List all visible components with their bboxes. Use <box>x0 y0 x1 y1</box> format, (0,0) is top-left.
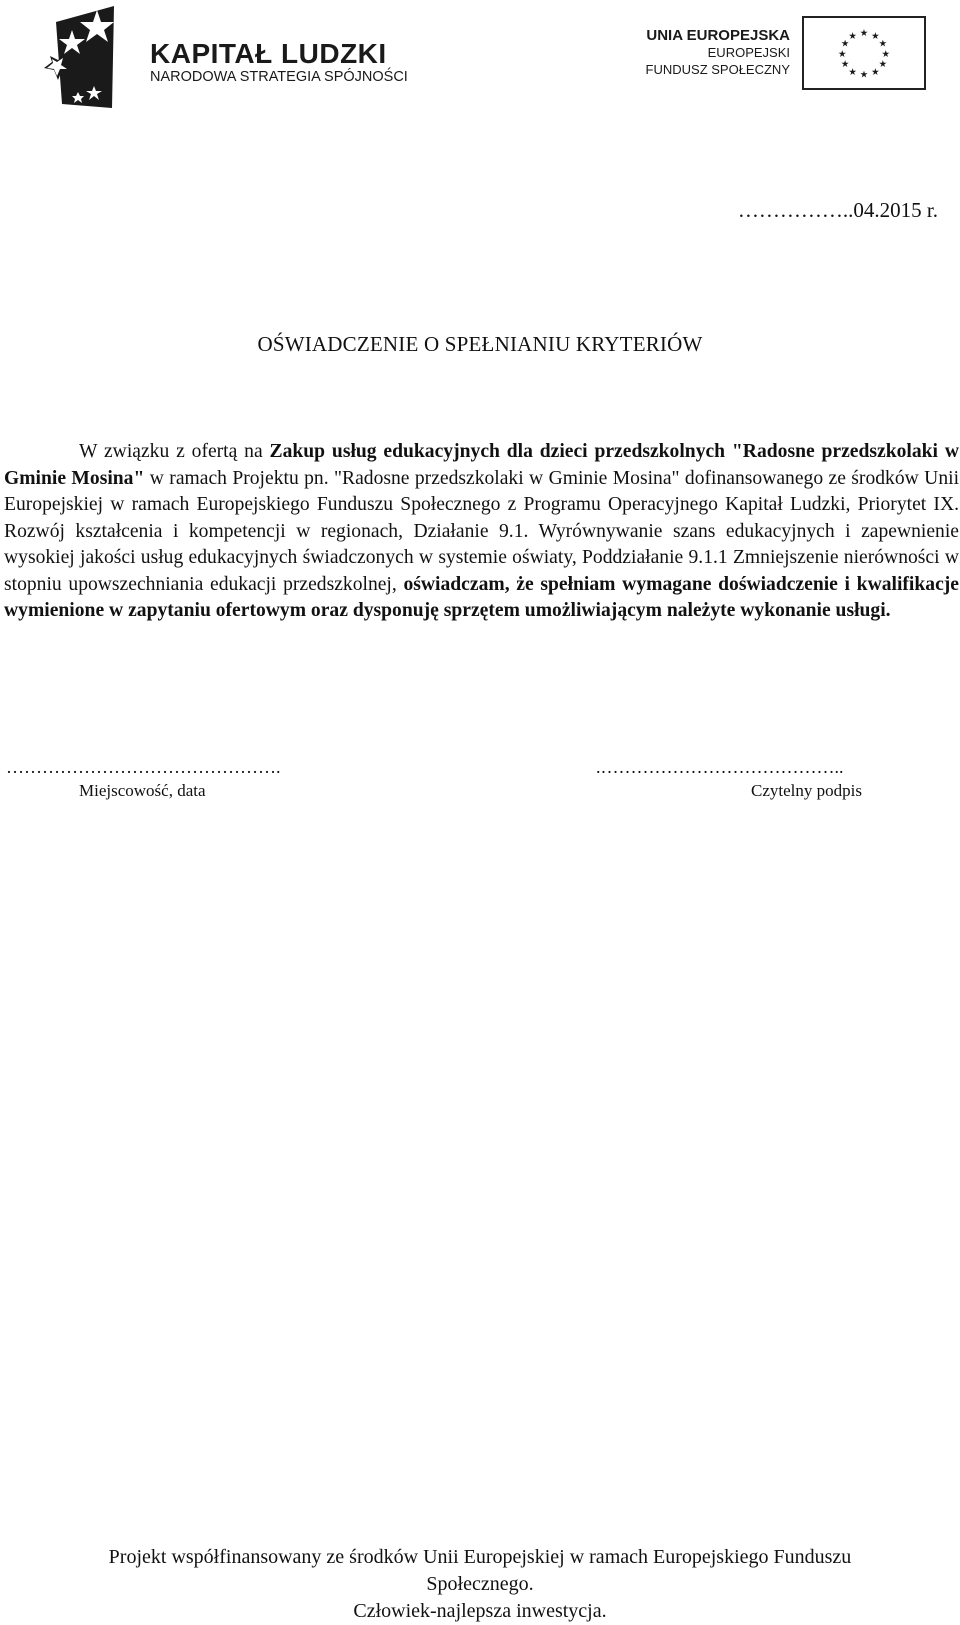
footer-line-1: Projekt współfinansowany ze środków Unii Europejskiej w ramach Europejskiego Funduszu <box>108 1546 852 1568</box>
svg-text:★: ★ <box>848 30 857 42</box>
statement-declaration: oświadczam, że spełniam wymagane doświadczenie i kwalifikacje wymienione w zapytaniu ofertowym oraz dysponuję sprzętem umożliwiającym należyte wykonanie usługi. <box>4 573 959 621</box>
statement-subject: Zakup usług edukacyjnych dla dzieci przedszkolnych "Radosne przedszkolaki w Gminie Mosina" <box>4 441 959 489</box>
document-title: OŚWIADCZENIE O SPEŁNIANIU KRYTERIÓW <box>257 332 703 356</box>
svg-text:★: ★ <box>848 66 857 78</box>
place-date-label: Miejscowość, data <box>79 781 206 800</box>
eu-logo-line-1: UNIA EUROPEJSKA <box>646 27 790 44</box>
statement-body <box>4 439 959 625</box>
legible-signature-block <box>596 757 896 801</box>
svg-text:★: ★ <box>859 27 869 39</box>
eu-flag-icon <box>802 16 926 90</box>
document-date: ……………..04.2015 r. <box>737 198 938 222</box>
eu-logo-line-2: EUROPEJSKI <box>707 45 790 60</box>
document-footer <box>0 1544 960 1625</box>
svg-text:★: ★ <box>871 66 880 78</box>
footer-line-2: Społecznego. <box>426 1573 534 1595</box>
svg-text:★: ★ <box>840 38 850 50</box>
kapital-ludzki-stars-icon <box>42 4 120 110</box>
kapital-ludzki-subtitle: NARODOWA STRATEGIA SPÓJNOŚCI <box>150 69 408 85</box>
place-date-signature-block <box>0 757 380 801</box>
svg-text:★: ★ <box>838 48 847 60</box>
svg-text:★: ★ <box>878 38 888 50</box>
place-date-line: ………………………………………. <box>6 757 281 777</box>
kapital-ludzki-title: KAPITAŁ LUDZKI <box>150 38 387 69</box>
eu-logo-text <box>646 27 790 78</box>
signature-line: .………………………………….. <box>596 757 844 777</box>
statement-context: w ramach Projektu pn. "Radosne przedszkolaki w Gminie Mosina" dofinansowanego ze środków Unii Europejskiej w ramach Europejskiego Funduszu Społecznego z Programu Operacyjnego Kapitał Ludzki, Priorytet IX. Rozwój kształcenia i kompetencji w regionach, Działanie 9.1. Wyrównywanie szans edukacyjnych i zapewnienie wysokiej jakości usług edukacyjnych świadczonych w systemie oświaty, Poddziałanie 9.1.1 Zmniejszenie nierówności w stopniu upowszechniania edukacji przedszkolnej, <box>4 467 960 595</box>
footer-line-3: Człowiek-najlepsza inwestycja. <box>353 1600 607 1622</box>
svg-text:★: ★ <box>881 48 890 60</box>
statement-intro: W związku z ofertą na <box>79 441 270 462</box>
signature-label: Czytelny podpis <box>751 781 862 800</box>
svg-text:★: ★ <box>878 59 888 71</box>
svg-text:★: ★ <box>859 69 869 81</box>
eu-logo-line-3: FUNDUSZ SPOŁECZNY <box>645 62 790 77</box>
document-header <box>0 0 960 120</box>
svg-text:★: ★ <box>871 30 880 42</box>
svg-text:★: ★ <box>840 59 850 71</box>
